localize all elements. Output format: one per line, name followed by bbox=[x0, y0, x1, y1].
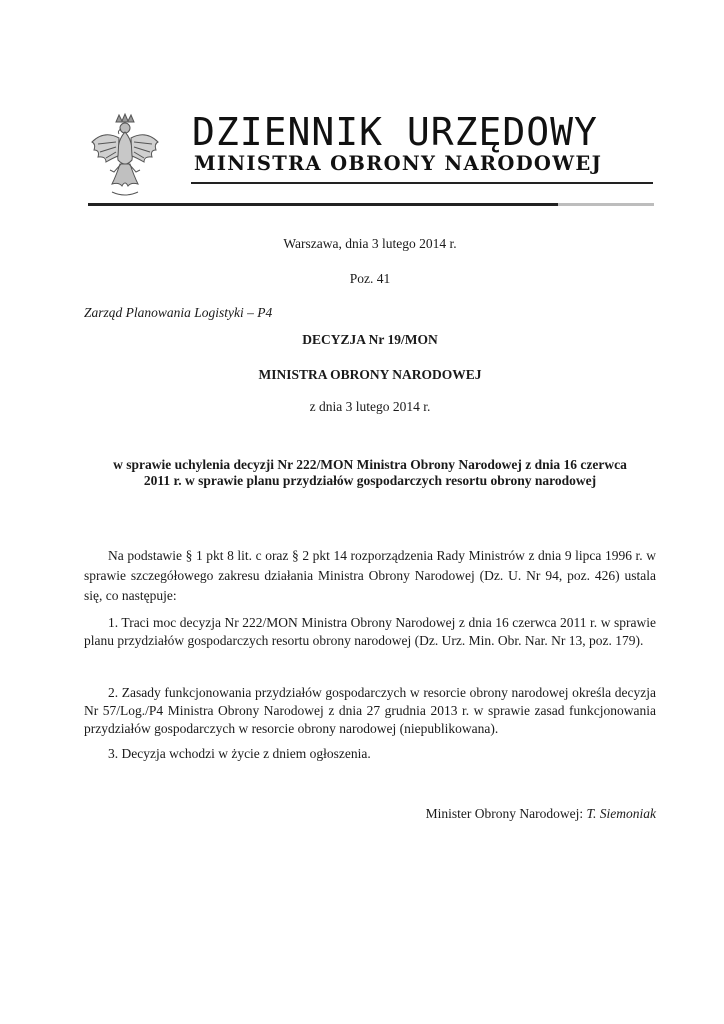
decision-authority: MINISTRA OBRONY NARODOWEJ bbox=[258, 367, 482, 382]
preamble-paragraph: Na podstawie § 1 pkt 8 lit. c oraz § 2 pkt 14 rozporządzenia Rady Ministrów z dnia 9 lipca 1996 r. w sprawie szczegółowego zakresu działania Ministra Obrony Narodowej (Dz. U. Nr 94, poz. 426) ustala się, co następuje: bbox=[84, 548, 656, 603]
signature-block bbox=[426, 806, 656, 822]
point-1-paragraph: 1. Traci moc decyzja Nr 222/MON Ministra Obrony Narodowej z dnia 16 czerwca 2011 r. w sprawie planu przydziałów gospodarczych resortu obrony narodowej (Dz. Urz. Min. Obr. Nar. Nr 13, poz. 179). bbox=[84, 615, 656, 648]
header-rule-thick bbox=[88, 203, 558, 206]
decision-subject-line2: 2011 r. w sprawie planu przydziałów gospodarczych resortu obrony narodowej bbox=[143, 473, 597, 488]
journal-header bbox=[84, 108, 654, 213]
point-3-paragraph: 3. Decyzja wchodzi w życie z dniem ogłoszenia. bbox=[108, 746, 371, 761]
position-number: Poz. 41 bbox=[349, 271, 391, 286]
polish-eagle-emblem bbox=[86, 112, 164, 198]
header-rule bbox=[191, 182, 653, 184]
decision-number: DECYZJA Nr 19/MON bbox=[302, 332, 438, 347]
issuer: Zarząd Planowania Logistyki – P4 bbox=[84, 305, 273, 320]
place-date: Warszawa, dnia 3 lutego 2014 r. bbox=[283, 236, 457, 251]
signature-label: Minister Obrony Narodowej: bbox=[425, 806, 584, 821]
decision-date: z dnia 3 lutego 2014 r. bbox=[309, 399, 431, 414]
journal-subtitle: MINISTRA OBRONY NARODOWEJ bbox=[194, 152, 603, 175]
journal-title: DZIENNIK URZĘDOWY bbox=[192, 110, 598, 154]
decision-subject-line1: w sprawie uchylenia decyzji Nr 222/MON Ministra Obrony Narodowej z dnia 16 czerwca bbox=[113, 457, 627, 472]
signature-name: T. Siemoniak bbox=[586, 806, 656, 821]
header-rule-faded bbox=[558, 203, 654, 206]
point-2-paragraph: 2. Zasady funkcjonowania przydziałów gospodarczych w resorcie obrony narodowej określa decyzja Nr 57/Log./P4 Ministra Obrony Narodowej z dnia 27 grudnia 2013 r. w sprawie zasad funkcjonowania przydziałów gospodarczych w resorcie obrony narodowej (niepublikowana). bbox=[84, 685, 656, 736]
